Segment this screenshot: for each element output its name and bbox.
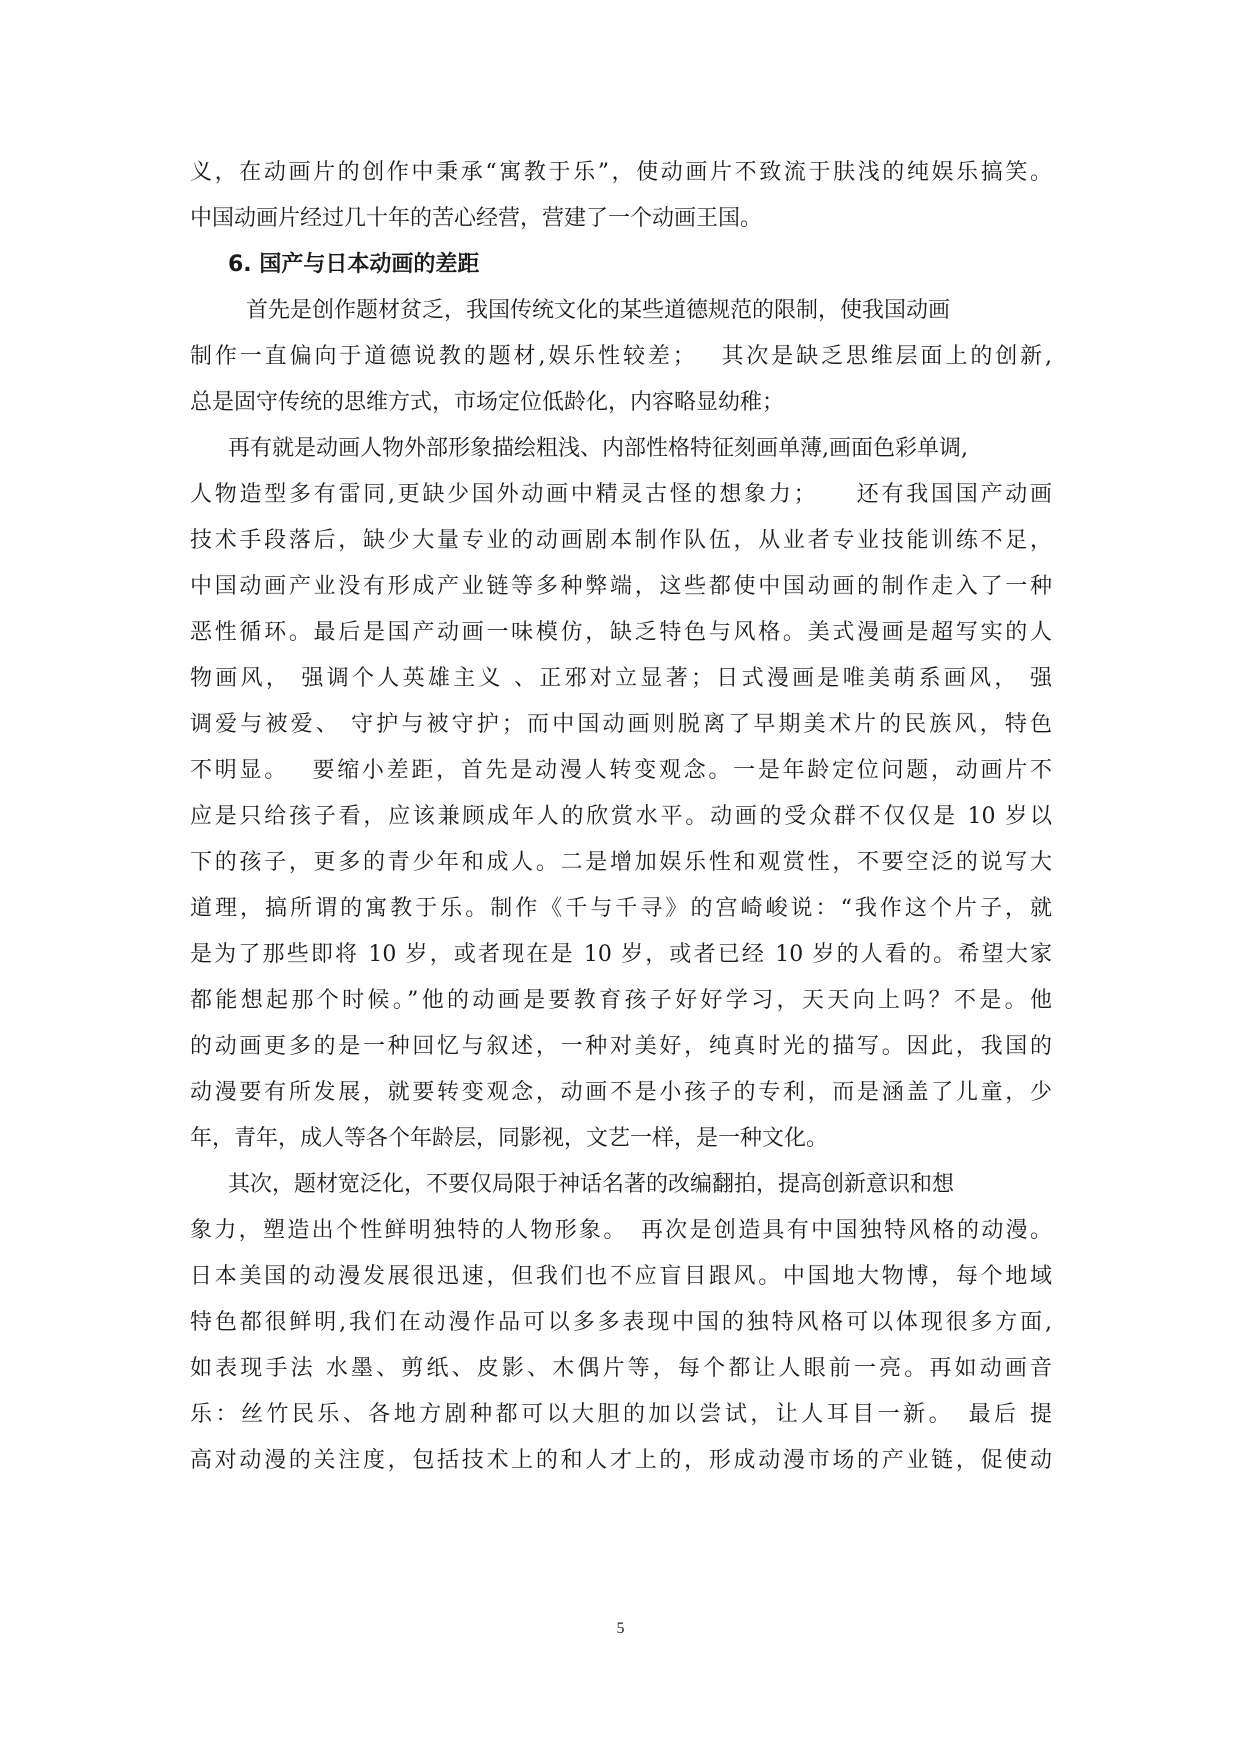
text-line: 技术手段落后，缺少大量专业的动画剧本制作队伍，从业者专业技能训练不足， [190, 528, 1052, 553]
section-heading: 6. 国产与日本动画的差距 [228, 252, 480, 277]
document-body [190, 150, 1052, 1484]
text-line: 下的孩子，更多的青少年和成人。二是增加娱乐性和观赏性，不要空泛的说写大 [190, 850, 1052, 875]
text-line: 义，在动画片的创作中秉承“寓教于乐”，使动画片不致流于肤浅的纯娱乐搞笑。 [190, 160, 1052, 185]
text-line: 应是只给孩子看，应该兼顾成年人的欣赏水平。动画的受众群不仅仅是 10 岁以 [190, 804, 1052, 829]
text-line: 中国动画产业没有形成产业链等多种弊端，这些都使中国动画的制作走入了一种 [190, 574, 1052, 599]
text-line: 中国动画片经过几十年的苦心经营，营建了一个动画王国。 [190, 206, 763, 231]
text-line: 如表现手法 水墨、剪纸、皮影、木偶片等，每个都让人眼前一亮。再如动画音 [190, 1356, 1052, 1381]
text-line: 首先是创作题材贫乏，我国传统文化的某些道德规范的限制，使我国动画 [246, 298, 951, 323]
text-line: 人物造型多有雷同,更缺少国外动画中精灵古怪的想象力； 还有我国国产动画 [190, 482, 1052, 507]
text-line: 再有就是动画人物外部形象描绘粗浅、内部性格特征刻画单薄,画面色彩单调, [228, 436, 968, 461]
text-line: 乐：丝竹民乐、各地方剧种都可以大胆的加以尝试，让人耳目一新。 最后 提 [190, 1402, 1052, 1427]
text-line: 物画风， 强调个人英雄主义 、正邪对立显著；日式漫画是唯美萌系画风， 强 [190, 666, 1052, 691]
text-line: 年，青年，成人等各个年龄层，同影视，文艺一样，是一种文化。 [190, 1126, 829, 1151]
text-line: 象力，塑造出个性鲜明独特的人物形象。 再次是创造具有中国独特风格的动漫。 [190, 1218, 1052, 1243]
text-line: 日本美国的动漫发展很迅速，但我们也不应盲目跟风。中国地大物博，每个地域 [190, 1264, 1052, 1289]
text-line: 动漫要有所发展，就要转变观念，动画不是小孩子的专利，而是涵盖了儿童，少 [190, 1080, 1052, 1105]
text-line: 总是固守传统的思维方式，市场定位低龄化，内容略显幼稚； [190, 390, 785, 415]
text-line: 高对动漫的关注度，包括技术上的和人才上的，形成动漫市场的产业链，促使动 [190, 1448, 1052, 1473]
text-line: 是为了那些即将 10 岁，或者现在是 10 岁，或者已经 10 岁的人看的。希望大家 [190, 942, 1052, 967]
text-line: 制作一直偏向于道德说教的题材,娱乐性较差； 其次是缺乏思维层面上的创新, [190, 344, 1052, 369]
text-line: 道理，搞所谓的寓教于乐。制作《千与千寻》的宫崎峻说：“我作这个片子，就 [190, 896, 1052, 921]
text-line: 恶性循环。最后是国产动画一味模仿，缺乏特色与风格。美式漫画是超写实的人 [190, 620, 1052, 645]
text-line: 的动画更多的是一种回忆与叙述，一种对美好，纯真时光的描写。因此，我国的 [190, 1034, 1052, 1059]
text-line: 不明显。 要缩小差距，首先是动漫人转变观念。一是年龄定位问题，动画片不 [190, 758, 1052, 783]
text-line: 调爱与被爱、 守护与被守护；而中国动画则脱离了早期美术片的民族风，特色 [190, 712, 1052, 737]
text-line: 都能想起那个时候。”他的动画是要教育孩子好好学习，天天向上吗？不是。他 [190, 988, 1052, 1013]
page-number: 5 [616, 1620, 625, 1637]
text-line: 特色都很鲜明,我们在动漫作品可以多多表现中国的独特风格可以体现很多方面, [190, 1310, 1052, 1335]
text-line: 其次，题材宽泛化，不要仅局限于神话名著的改编翻拍，提高创新意识和想 [228, 1172, 955, 1197]
